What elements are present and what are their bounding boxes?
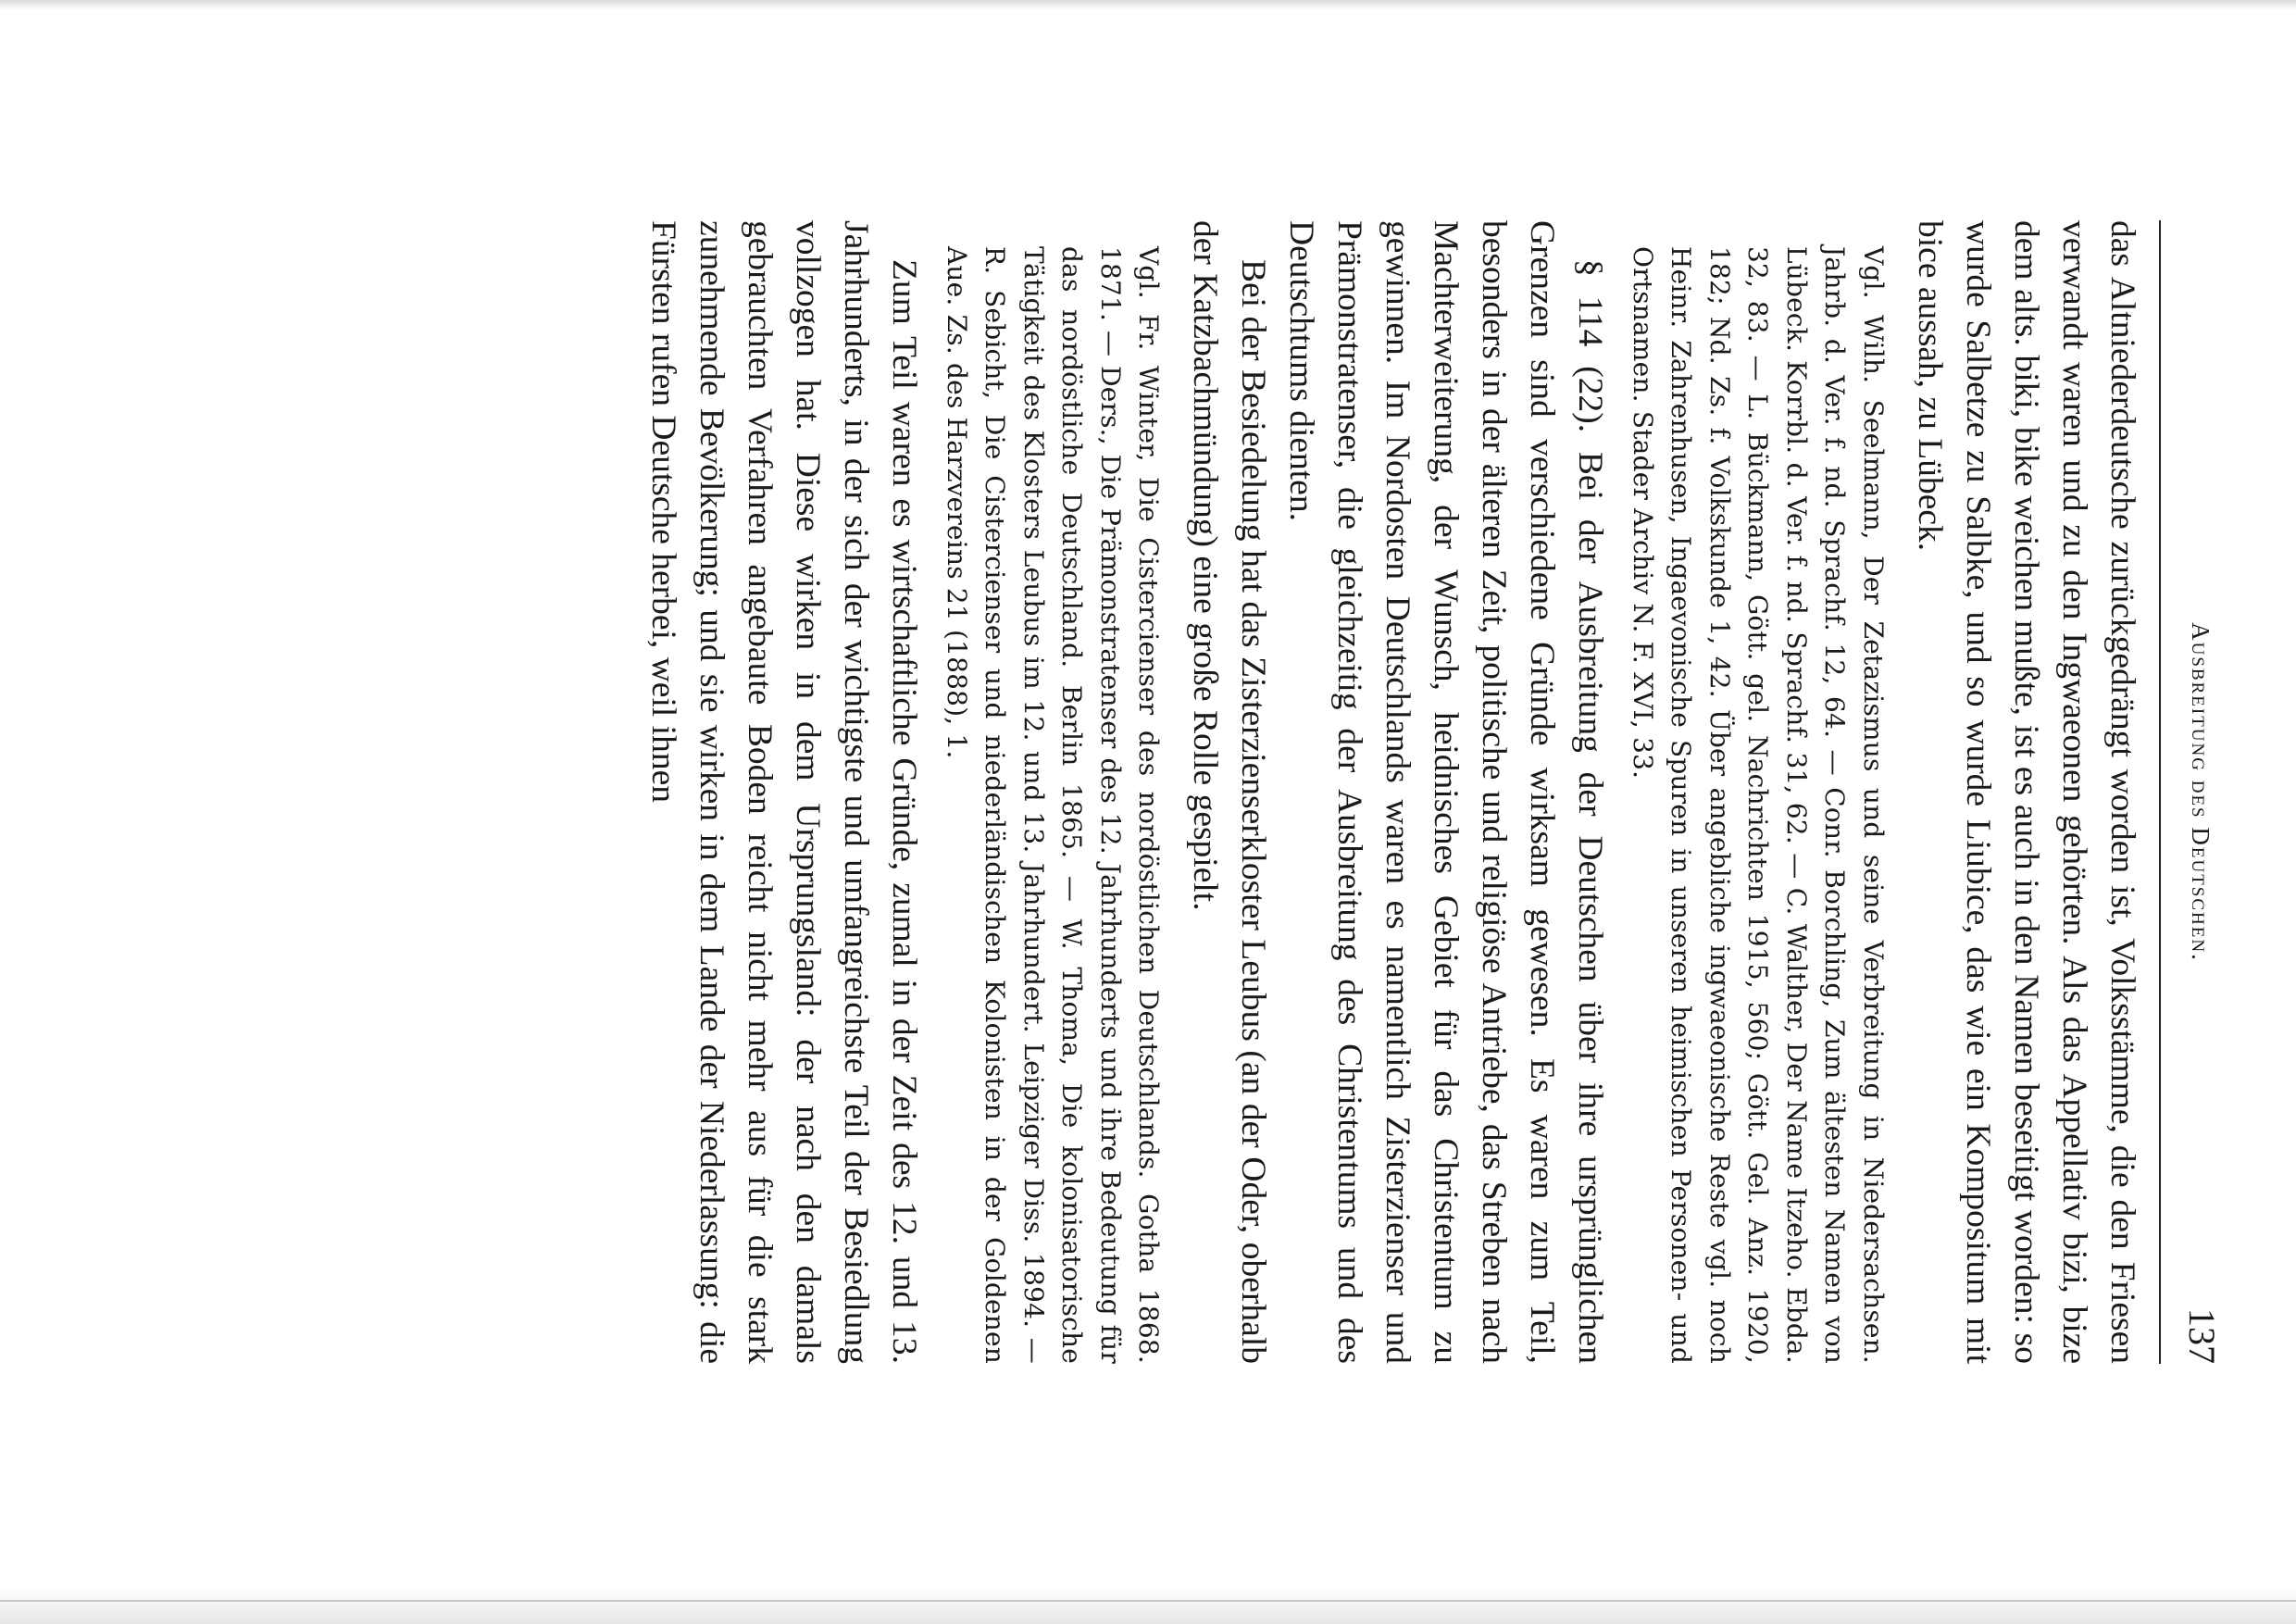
paragraph-wirtschaftliche-gruende: Zum Teil waren es wirtschaftliche Gründe, zumal in der Zeit des 12. und 13. Jahrhunderts, in der sich der wichtigste und umfangreichste Teil der Besiedlung vollzogen hat. Diese wirken in dem Ursprungsland: der nach den damals gebrauchten Verfahren angebaute Boden reicht nicht mehr aus für die stark zunehmende Bevölkerung; und sie wirken in dem Lande der Niederlassung: die Fürsten rufen Deutsche herbei, weil ihnen — [644, 220, 924, 1364]
scan-edge-top — [0, 0, 2296, 9]
rotated-book-page — [287, 220, 2222, 1364]
scan-edge-bottom — [0, 1589, 2296, 1624]
paragraph-section-114: § 114 (22). Bei der Ausbreitung der Deutschen über ihre ursprünglichen Grenzen sind verschiedene Gründe wirksam gewesen. Es waren zum Teil, besonders in der älteren Zeit, politische und religiöse Antriebe, das Streben nach Machterweiterung, der Wunsch, heidnisches Gebiet für das Christentum zu gewinnen. Im Nordosten Deutschlands waren es namentlich Zisterzienser und Prämonstratenser, die gleichzeitig der Ausbreitung des Christentums und des Deutschtums dienten. — [1282, 220, 1610, 1364]
header-rule — [2159, 220, 2161, 1364]
paragraph-altniederdeutsch: das Altniederdeutsche zurückgedrängt worden ist, Volksstämme, die den Friesen verwandt waren und zu den Ingwaeonen gehörten. Als das Appellativ bizi, bize dem alts. biki, bike weichen mußte, ist es auch in den Namen beseitigt worden: so wurde Salbetze zu Salbke, und so wurde Liubice, das wie ein Kompositum mit bice aussah, zu Lübeck. — [1911, 220, 2141, 1364]
page-header — [2176, 220, 2222, 1364]
footnote-winter: Vgl. Fr. Winter, Die Cistercienser des nordöstlichen Deutschlands. Gotha 1868. 1871. — Ders., Die Prämonstratenser des 12. Jahrhunderts und ihre Bedeutung für das nordöstliche Deutschland. Berlin 1865. — W. Thoma, Die kolonisatorische Tätigkeit des Klosters Leubus im 12. und 13. Jahrhundert. Leipziger Diss. 1894. — R. Sebicht, Die Cistercienser und niederländischen Kolonisten in der Goldenen Aue. Zs. des Harzvereins 21 (1888), 1. — [942, 246, 1165, 1364]
body-text-2 — [1181, 220, 1615, 1364]
running-head: Ausbreitung des Deutschen. — [2187, 622, 2215, 962]
footnote-seelmann: Vgl. Wilh. Seelmann, Der Zetazismus und seine Verbreitung in Niedersachsen. Jahrb. d. Ver. f. nd. Sprachf. 12, 64. — Conr. Borchling, Zum ältesten Namen von Lübeck. Korrbl. d. Ver. f. nd. Sprachf. 31, 62. — C. Walther, Der Name Itzeho. Ebda. 32, 83. — L. Bückmann, Gött. gel. Nachrichten 1915, 560; Gött. Gel. Anz. 1920, 182; Nd. Zs. f. Volkskunde 1, 42. Über angebliche ingwaeonische Reste vgl. noch Heinr. Zahrenhusen, Ingaevonische Spuren in unseren heimischen Personen- und Ortsnamen. Stader Archiv N. F. XVI, 33. — [1628, 246, 1889, 1364]
page-number: 137 — [2181, 1308, 2223, 1364]
paragraph-leubus: Bei der Besiedelung hat das Zisterzienserkloster Leubus (an der Oder, oberhalb der Katzbachmündung) eine große Rolle gespielt. — [1186, 220, 1273, 1364]
page-text — [640, 220, 2147, 1364]
body-text-3 — [640, 220, 929, 1364]
body-text-1 — [1905, 220, 2146, 1364]
